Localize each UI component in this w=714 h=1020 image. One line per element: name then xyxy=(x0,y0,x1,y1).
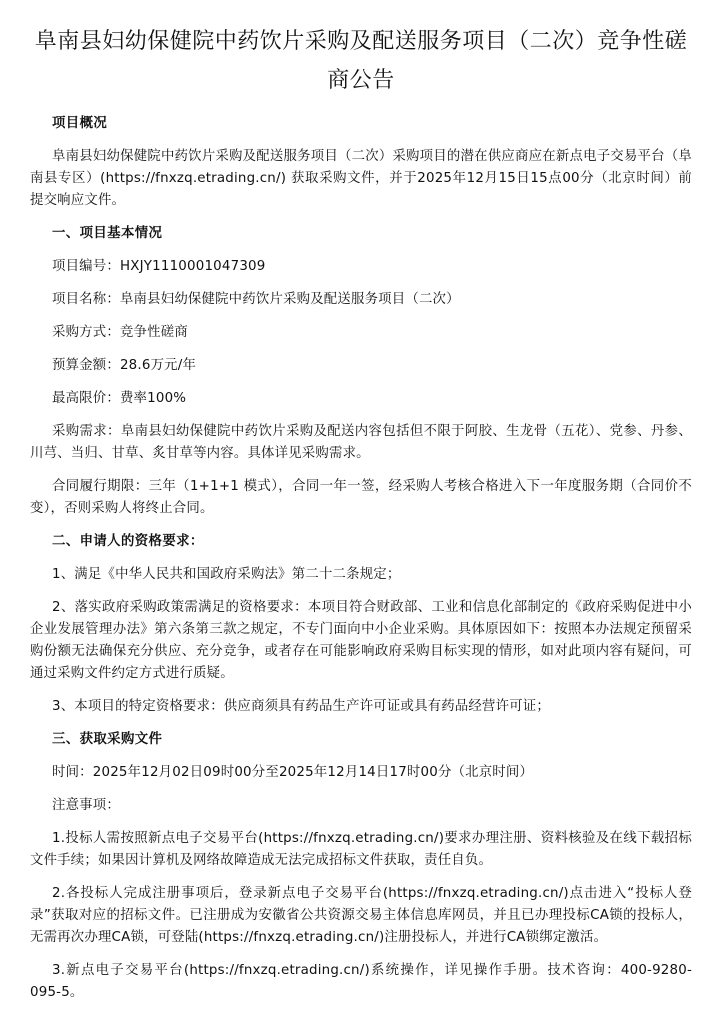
section-basic-info-heading: 一、项目基本情况 xyxy=(52,226,163,241)
notice-item-2: 2.各投标人完成注册事项后，登录新点电子交易平台(https://fnxzq.etrading.cn/)点击进入“投标人登录”获取对应的招标文件。已注册成为安徽省公共资源交易主体信息库网员，并且已办理投标CA锁的投标人，无需再次办理CA锁，可登陆(https://fnxzq.etrading.cn/)注册投标人，并进行CA锁绑定激活。 xyxy=(30,886,692,945)
overview-text: 阜南县妇幼保健院中药饮片采购及配送服务项目（二次）采购项目的潜在供应商应在新点电子交易平台（阜南县专区）(https://fnxzq.etrading.cn/) 获取采购文件，并于2025年12月15日15点00分（北京时间）前提交响应文件。 xyxy=(30,149,692,208)
project-name: 项目名称：阜南县妇幼保健院中药饮片采购及配送服务项目（二次） xyxy=(52,292,460,307)
notice-item-3: 3.新点电子交易平台(https://fnxzq.etrading.cn/)系统操作，详见操作手册。技术咨询：400-9280-095-5。 xyxy=(30,963,692,1000)
overview-heading: 项目概况 xyxy=(52,116,108,131)
qualification-item-3: 3、本项目的特定资格要求：供应商须具有药品生产许可证或具有药品经营许可证； xyxy=(52,699,550,714)
contract-period: 合同履行期限：三年（1+1+1 模式），合同一年一签，经采购人考核合格进入下一年度服务期（合同价不变），否则采购人将终止合同。 xyxy=(30,479,692,516)
notice-item-1: 1.投标人需按照新点电子交易平台(https://fnxzq.etrading.cn/)要求办理注册、资料核验及在线下载招标文件手续；如果因计算机及网络故障造成无法完成招标文件获取，责任自负。 xyxy=(30,831,692,868)
section-qualification-heading: 二、申请人的资格要求： xyxy=(52,534,204,549)
procurement-requirement: 采购需求：阜南县妇幼保健院中药饮片采购及配送内容包括但不限于阿胶、生龙骨（五花）、党参、丹参、川芎、当归、甘草、炙甘草等内容。具体详见采购需求。 xyxy=(30,424,692,461)
obtain-time: 时间：2025年12月02日09时00分至2025年12月14日17时00分（北京时间） xyxy=(52,765,534,780)
qualification-item-1: 1、满足《中华人民共和国政府采购法》第二十二条规定； xyxy=(52,567,401,582)
notice-label: 注意事项： xyxy=(52,798,120,813)
max-price: 最高限价：费率100% xyxy=(52,391,187,406)
procurement-method: 采购方式：竞争性磋商 xyxy=(52,325,188,340)
project-number: 项目编号：HXJY1110001047309 xyxy=(52,259,266,274)
section-obtain-docs-heading: 三、获取采购文件 xyxy=(52,732,163,747)
budget-amount: 预算金额：28.6万元/年 xyxy=(52,358,197,373)
page-title: 阜南县妇幼保健院中药饮片采购及配送服务项目（二次）竞争性磋商公告 xyxy=(34,29,688,93)
qualification-item-2: 2、落实政府采购政策需满足的资格要求：本项目符合财政部、工业和信息化部制定的《政府采购促进中小企业发展管理办法》第六条第三款之规定，不专门面向中小企业采购。具体原因如下：按照本办法规定预留采购份额无法确保充分供应、充分竞争，或者存在可能影响政府采购目标实现的情形，如对此项内容有疑问，可通过采购文件约定方式进行质疑。 xyxy=(30,600,692,681)
